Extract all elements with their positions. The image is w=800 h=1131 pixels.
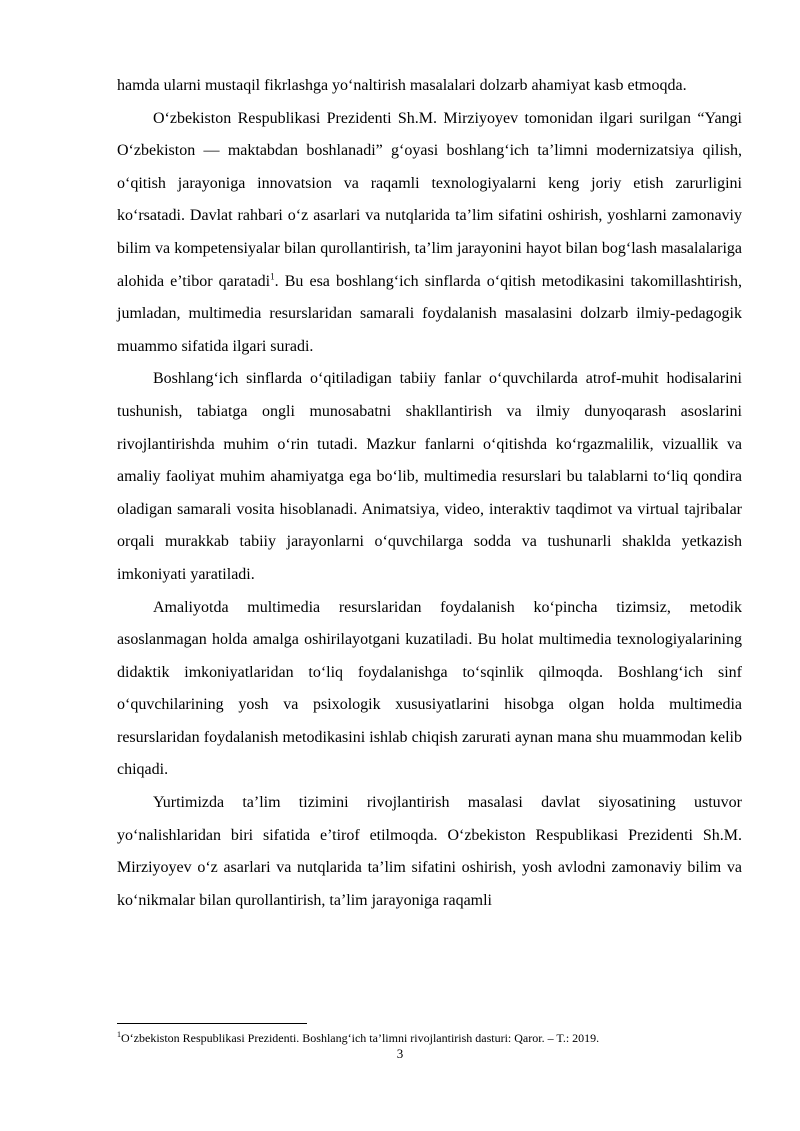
paragraph-presidential-idea-text: O‘zbekiston Respublikasi Prezidenti Sh.M. Mirziyoyev tomonidan ilgari surilgan “Yangi O‘zbekiston — maktabdan boshlanadi” g‘oyasi boshlang‘ich ta’limni modernizatsiya qilish, o‘qitish jarayoniga innovatsion va raqamli texnologiyalarni keng joriy etish zarurligini ko‘rsatadi. Davlat rahbari o‘z asarlari va nutqlarida ta’lim sifatini oshirish, yoshlarni zamonaviy bilim va kompetensiyalar bilan qurollantirish, ta’lim jarayonini hayot bilan bog‘lash masalalariga alohida e’tibor qaratadi <box>117 109 742 290</box>
footnote-text: O‘zbekiston Respublikasi Prezidenti. Boshlang‘ich ta’limni rivojlantirish dasturi: Qaror. – T.: 2019. <box>121 1031 600 1045</box>
paragraph-natural-sciences: Boshlang‘ich sinflarda o‘qitiladigan tabiiy fanlar o‘quvchilarda atrof-muhit hodisalarini tushunish, tabiatga ongli munosabatni shakllantirish va ilmiy dunyoqarash asoslarini rivojlantirishda muhim o‘rin tutadi. Mazkur fanlarni o‘qitishda ko‘rgazmalilik, vizuallik va amaliy faoliyat muhim ahamiyatga ega bo‘lib, multimedia resurslari bu talablarni to‘liq qondira oladigan samarali vosita hisoblanadi. Animatsiya, video, interaktiv taqdimot va virtual tajribalar orqali murakkab tabiiy jarayonlarni o‘quvchilarga sodda va tushunarli shaklda yetkazish imkoniyati yaratiladi. <box>117 370 742 583</box>
paragraph-state-policy: Yurtimizda ta’lim tizimini rivojlantirish masalasi davlat siyosatining ustuvor yo‘nalishlaridan biri sifatida e’tirof etilmoqda. O‘zbekiston Respublikasi Prezidenti Sh.M. Mirziyoyev o‘z asarlari va nutqlarida ta’lim sifatini oshirish, yosh avlodni zamonaviy bilim va ko‘nikmalar bilan qurollantirish, ta’lim jarayoniga raqamli <box>117 794 742 909</box>
paragraph-practice: Amaliyotda multimedia resurslaridan foydalanish ko‘pincha tizimsiz, metodik asoslanmagan holda amalga oshirilayotgani kuzatiladi. Bu holat multimedia texnologiyalarining didaktik imkoniyatlaridan to‘liq foydalanishga to‘sqinlik qilmoqda. Boshlang‘ich sinf o‘quvchilarining yosh va psixologik xususiyatlarini hisobga olgan holda multimedia resurslaridan foydalanish metodikasini ishlab chiqish zarurati aynan mana shu muammodan kelib chiqadi. <box>117 598 742 779</box>
footnote <box>117 1030 742 1046</box>
paragraph-continuation: hamda ularni mustaqil fikrlashga yo‘naltirish masalalari dolzarb ahamiyat kasb etmoqda. <box>117 77 687 94</box>
paragraph-presidential-idea-tail: Bu esa boshlang‘ich sinflarda o‘qitish metodikasini takomillashtirish, jumladan, multimedia resurslaridan samarali foydalanish masalasini dolzarb ilmiy-pedagogik muammo sifatida ilgari suradi. <box>117 272 742 355</box>
footnote-separator <box>117 1023 307 1024</box>
page-number: 3 <box>396 1046 404 1061</box>
footnote-reference-period: . <box>274 272 279 290</box>
page-body <box>117 70 742 917</box>
footnote-marker: 1 <box>117 1030 121 1039</box>
footnote-reference[interactable]: 1 <box>270 271 275 282</box>
paragraph-presidential-idea <box>117 103 742 364</box>
